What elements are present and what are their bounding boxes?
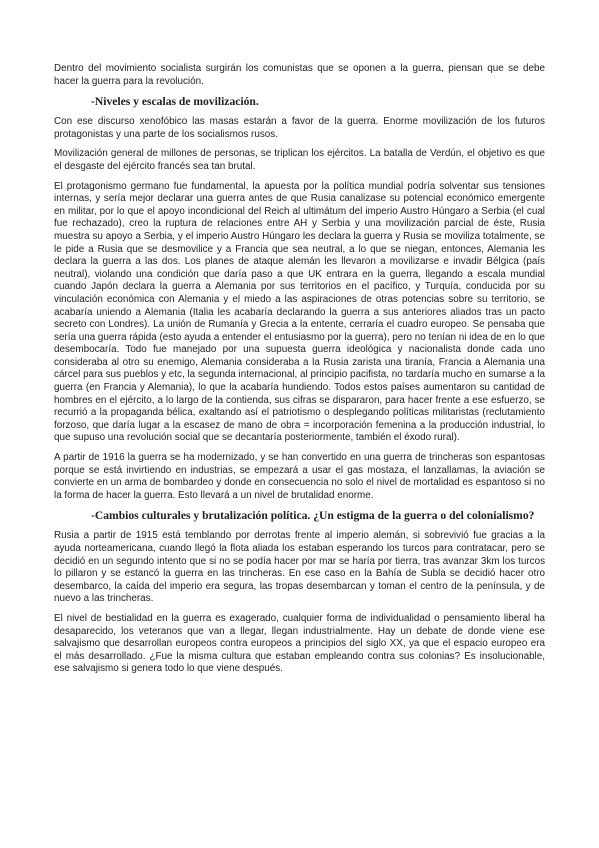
paragraph-russia-1915: Rusia a partir de 1915 está temblando por derrotas frente al imperio alemán, si sobrevivió fue gracias a la ayuda norteamericana, cuando llegó la flota aliada los estaban esperando los turcos para contratacar, pero se decidió en un segundo intento que si no se podía hacer por mar se haría por tierra, tras avanzar 3km los turcos lo pillaron y se estancó la guerra en las trincheras. En ese caso en la Bahía de Subla se decidió hacer otro desembarco, la caída del imperio era segura, las tropas desembarcan y toman el centro de la península, y de nuevo a las trincheras. <box>54 530 545 605</box>
document-page <box>54 63 545 683</box>
paragraph-general-mobilization: Movilización general de millones de personas, se triplican los ejércitos. La batalla de Verdún, el objetivo es que el desgaste del ejército francés sea tan brutal. <box>54 148 545 172</box>
heading-cultural-changes: -Cambios culturales y brutalización política. ¿Un estigma de la guerra o del colonialismo? <box>91 509 535 523</box>
paragraph-trench-warfare: A partir de 1916 la guerra se ha modernizado, y se han convertido en una guerra de trincheras son espantosas porque se está invirtiendo en industrias, se empezará a usar el gas mostaza, el lanzallamas, la aviación se convierte en un arma de bombardeo y donde en consecuencia no solo el nivel de mortalidad es espantoso si no la forma de hacer la guerra. Esto llevará a un nivel de brutalidad enorme. <box>54 452 545 501</box>
heading-mobilization-levels: -Niveles y escalas de movilización. <box>91 95 259 109</box>
paragraph-bestiality: El nivel de bestialidad en la guerra es exagerado, cualquier forma de individualidad o pensamiento liberal ha desaparecido, los veteranos que van a llegar, llegan industrialmente. Hay un debate de donde viene ese salvajismo que desarrollan europeos contra europeos a principios del siglo XX, ya que el espacio europeo era el más desarrollado. ¿Fue la misma cultura que estaban empleando contra sus colonias? Es insolucionable, ese salvajismo si genera todo lo que viene después. <box>54 612 545 675</box>
paragraph-socialist-movement: Dentro del movimiento socialista surgirán los comunistas que se oponen a la guerra, piensan que se debe hacer la guerra para la revolución. <box>54 63 545 87</box>
paragraph-german-protagonism: El protagonismo germano fue fundamental, la apuesta por la política mundial podría solventar sus tensiones internas, y sería mejor declarar una guerra antes de que Rusia canalizase su potencial económico emergente en militar, por lo que el apoyo incondicional del Reich al ultimátum del imperio Austro Húngaro a Serbia (el cual fue rechazado), creo la ruptura de relaciones entre AH y Serbia y una movilización parcial de éste, Rusia muestra su apoyo a Serbia, y el imperio Austro Húngaro les declara la guerra y Rusia se moviliza totalmente, se le pide a Rusia que se desmovilice y a Francia que sea neutral, a lo que se niegan, entonces, Alemania les declara la guerra a las dos. Los planes de ataque alemán les llevaron a movilizarse e invadir Bélgica (país neutral), violando una condición que daría paso a que UK entrara en la guerra, llegando a escala mundial cuando Japón declara la guerra a Alemania por sus territorios en el pacífico, y Turquía, conducida por su vinculación económica con Alemania y el miedo a las aspiraciones de otras potencias sobre su territorio, se acabaría uniendo a Alemania (Italia les acabaría declarando la guerra a sus anteriores aliados tras un pacto secreto con Londres). La unión de Rumanía y Grecia a la entente, cerraría el cuadro europeo. Se pensaba que sería una guerra rápida (esto ayuda a entender el entusiasmo por la guerra), pero no tenían ni idea de en lo que desembocaría. Todo fue manejado por una supuesta guerra ideológica y nacionalista donde cada uno consideraba al otro su enemigo, Alemania consideraba a la Rusia zarista una tiranía, Francia a Alemania una cárcel para sus pueblos y etc, la segunda internacional, al principio pacifista, no tardaría mucho en sumarse a la guerra (en Francia y Alemania), lo que la acabaría hundiendo. Todos estos países aumentaron su cantidad de hombres en el ejército, a lo largo de la contienda, sus cifras se dispararon, para hacer frente a ese esfuerzo, se recurrió a la propaganda bélica, exaltando así el patriotismo o desplegando políticas militaristas (reclutamiento forzoso, que daría lugar a la escasez de mano de obra = incorporación femenina a la producción industrial, lo que supuso una revolución social que se decantaría posteriormente, también el éxodo rural). <box>54 180 545 444</box>
paragraph-xenophobic-discourse: Con ese discurso xenofóbico las masas estarán a favor de la guerra. Enorme movilización de los futuros protagonistas y una parte de los socialismos rusos. <box>54 116 545 140</box>
